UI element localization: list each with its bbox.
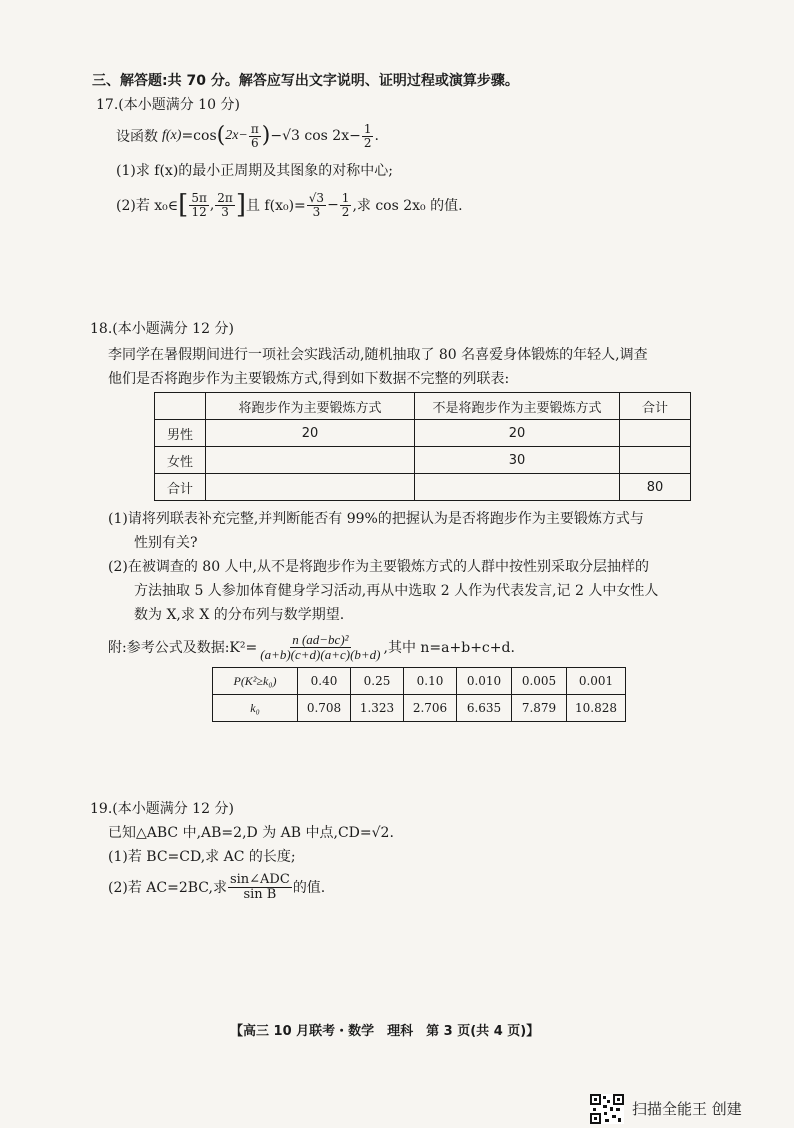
q17-pi: π [250,121,259,136]
table-cell [415,474,620,501]
q17-two-b: 2 [341,204,350,219]
table-cell: 20 [415,420,620,447]
table-cell: P(K²≥k₀) [213,668,298,695]
q17-sqrt3-over-3 [307,192,326,218]
q18-stem-line2: 他们是否将跑步作为主要锻炼方式,得到如下数据不完整的列联表: [108,371,510,387]
q17-five-pi: 5π [191,190,207,205]
q18-part1-line2: 性别有关? [134,535,198,551]
page-footer: 【高三 10 月联考・数学 理科 第 3 页(共 4 页)】 [230,1024,540,1039]
table-row [213,668,626,695]
table-cell: 合计 [155,474,206,501]
table-cell: 0.25 [351,668,404,695]
table-cell: 0.005 [512,668,567,695]
q19-sin-fraction [228,873,292,901]
table-cell: 0.708 [298,695,351,722]
q18-stem-line1: 李同学在暑假期间进行一项社会实践活动,随机抽取了 80 名喜爱身体锻炼的年轻人,调查 [108,347,648,363]
table-cell: 0.001 [567,668,626,695]
table-row [155,447,691,474]
table-cell: k₀ [213,695,298,722]
q17-one-b: 1 [341,190,350,205]
q19-part2-pre: (2)若 AC=2BC,求 [108,880,227,896]
q17-minus: − [327,197,339,213]
q17-three-b: 3 [312,204,321,219]
table-header-cell: 将跑步作为主要锻炼方式 [206,393,415,420]
q17-function-def [116,116,379,156]
table-cell [206,447,415,474]
table-cell: 0.010 [457,668,512,695]
q17-5pi-over-12 [189,192,209,218]
table-cell [620,420,691,447]
table-cell: 0.40 [298,668,351,695]
table-cell: 2.706 [404,695,457,722]
q17-three: 3 [221,204,229,219]
q18-reference-formula [108,628,515,666]
q17-twelve: 12 [191,204,207,219]
q19-stem: 已知△ABC 中,AB=2,D 为 AB 中点,CD=√2. [108,825,394,841]
q18-contingency-table [154,392,691,501]
table-row [155,474,691,501]
table-header-cell: 不是将跑步作为主要锻炼方式 [415,393,620,420]
q17-period: . [374,128,379,144]
q18-formula-num: n (ad−bc)² [292,631,349,647]
table-cell: 7.879 [512,695,567,722]
q19-frac-num: sin∠ADC [229,871,290,887]
table-header-cell: 合计 [620,393,691,420]
q17-one: 1 [363,121,372,136]
q18-reference-table [212,667,626,722]
q17-minus-sqrt3: −√3 cos 2x− [270,128,361,144]
q17-open-bracket: [ [178,190,189,220]
table-cell: 女性 [155,447,206,474]
q17-two: 2 [363,135,372,150]
q19-frac-den: sin B [243,886,277,902]
table-cell: 10.828 [567,695,626,722]
q17-pi-over-6 [249,123,261,149]
q17-close-paren: ) [261,123,271,148]
table-cell: 80 [620,474,691,501]
q17-open-paren: ( [216,123,226,148]
q17-two-pi: 2π [217,190,233,205]
q17-part2 [116,184,463,226]
q18-part1-line1: (1)请将列联表补充完整,并判断能否有 99%的把握认为是否将跑步作为主要锻炼方式与 [108,511,644,527]
q17-title: 17.(本小题满分 10 分) [96,97,240,113]
q18-formula-prefix: 附:参考公式及数据:K²= [108,640,258,656]
q18-part2-line1: (2)在被调查的 80 人中,从不是将跑步作为主要锻炼方式的人群中按性别采取分层抽样的 [108,559,649,575]
q18-part2-line3: 数为 X,求 X 的分布列与数学期望. [134,607,345,623]
table-header-cell [155,393,206,420]
q19-part1: (1)若 BC=CD,求 AC 的长度; [108,849,296,865]
q17-part2-mid: 且 f(x₀)= [245,198,306,214]
q18-formula-den: (a+b)(c+d)(a+c)(b+d) [260,646,381,662]
q17-eq-cos: =cos [181,128,217,144]
q17-part2-post: ,求 cos 2x₀ 的值. [352,198,463,214]
table-cell: 20 [206,420,415,447]
table-cell [206,474,415,501]
q18-part2-line2: 方法抽取 5 人参加体育健身学习活动,再从中选取 2 人作为代表发言,记 2 人中女性人 [134,583,659,599]
q18-title: 18.(本小题满分 12 分) [90,321,234,337]
q19-part2-post: 的值. [292,880,326,896]
q19-title: 19.(本小题满分 12 分) [90,801,234,817]
q17-comma: , [209,197,215,213]
table-header-row [155,393,691,420]
q17-stem-prefix: 设函数 [116,129,158,145]
q17-close-bracket: ] [235,190,246,220]
table-cell: 6.635 [457,695,512,722]
q17-fx: f(x) [162,128,182,143]
q17-part2-pre: (2)若 x₀∈ [116,198,179,214]
qr-code-icon [590,1094,624,1128]
q17-half-b [340,192,352,218]
q17-2pi-over-3 [215,192,235,218]
table-cell: 30 [415,447,620,474]
table-row [155,420,691,447]
q18-formula-suffix: ,其中 n=a+b+c+d. [383,640,515,656]
table-cell: 1.323 [351,695,404,722]
q18-k2-fraction [258,633,382,661]
q19-part2 [108,868,325,906]
q17-part1: (1)求 f(x)的最小正周期及其图象的对称中心; [116,163,393,179]
q17-sqrt3: √3 [308,190,325,205]
q17-arg-pre: 2x− [225,128,248,143]
table-row [213,695,626,722]
table-cell: 0.10 [404,668,457,695]
table-cell: 男性 [155,420,206,447]
table-cell [620,447,691,474]
section-heading: 三、解答题:共 70 分。解答应写出文字说明、证明过程或演算步骤。 [92,73,519,89]
q17-one-half [362,123,374,149]
q17-six: 6 [251,135,259,150]
scanner-watermark: 扫描全能王 创建 [632,1100,742,1118]
